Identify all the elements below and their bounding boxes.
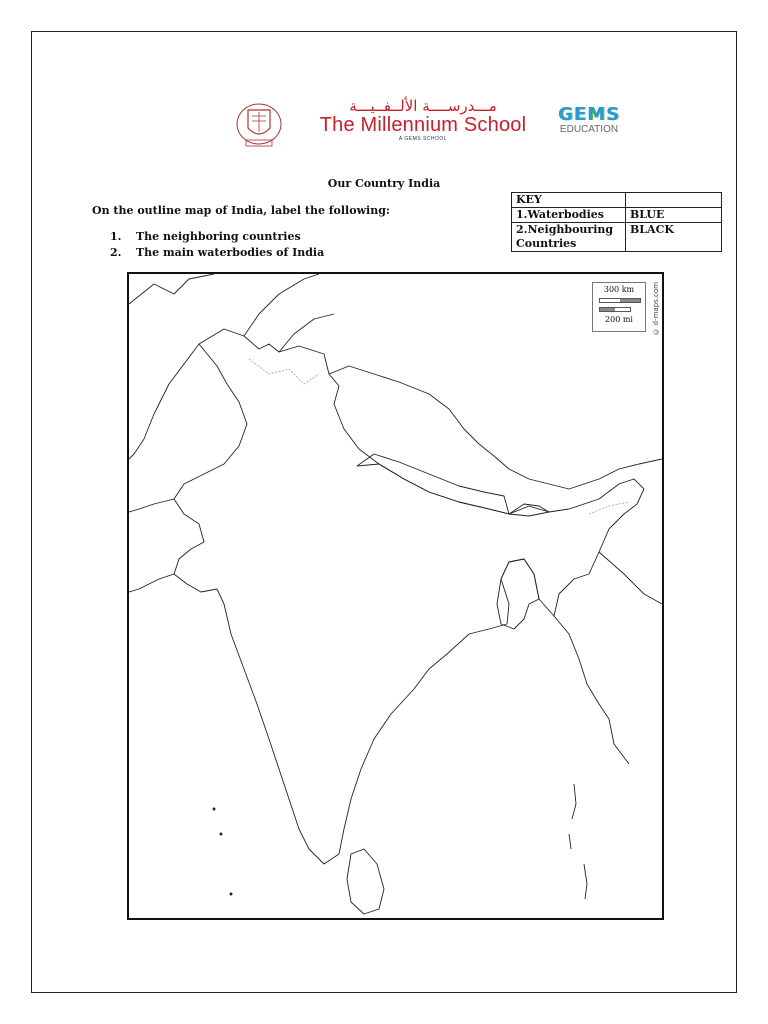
task-list bbox=[110, 229, 324, 261]
gems-education-logo bbox=[558, 106, 620, 136]
gems-logo-text: GEMS bbox=[558, 104, 620, 125]
school-tagline: A GEMS SCHOOL bbox=[398, 136, 448, 142]
key-row bbox=[512, 208, 722, 223]
key-color: BLUE bbox=[626, 208, 722, 223]
map-scale bbox=[592, 282, 646, 332]
worksheet-title: Our Country India bbox=[327, 177, 441, 190]
key-item: 2.Neighbouring Countries bbox=[512, 223, 626, 252]
key-header-blank bbox=[626, 193, 722, 208]
task-number: 1. bbox=[110, 230, 122, 243]
task-number: 2. bbox=[110, 246, 122, 259]
china-border bbox=[329, 366, 662, 489]
scale-bar-mi bbox=[599, 307, 631, 312]
myanmar-border bbox=[554, 552, 662, 764]
task-text: The neighboring countries bbox=[136, 230, 301, 243]
bangladesh-outline bbox=[497, 559, 539, 629]
school-logo bbox=[318, 98, 528, 143]
school-name: The Millennium School bbox=[319, 114, 527, 136]
india-outline bbox=[174, 329, 644, 864]
map-credit: © d-maps.com bbox=[652, 282, 660, 336]
pakistan-border bbox=[129, 274, 214, 459]
task-item bbox=[110, 245, 324, 261]
school-name-arabic: مـــدرســــة الألــفــيـــة bbox=[349, 97, 497, 115]
key-row bbox=[512, 223, 722, 252]
scale-km-label: 300 km bbox=[603, 285, 635, 294]
key-color: BLACK bbox=[626, 223, 722, 252]
north-border bbox=[244, 274, 334, 352]
key-item: 1.Waterbodies bbox=[512, 208, 626, 223]
sri-lanka-outline bbox=[347, 849, 384, 914]
task-item bbox=[110, 229, 324, 245]
school-crest-icon bbox=[234, 100, 284, 152]
task-text: The main waterbodies of India bbox=[136, 246, 325, 259]
india-outline-map bbox=[127, 272, 664, 920]
gems-sub-label: EDUCATION bbox=[559, 124, 619, 135]
map-outlines bbox=[129, 274, 662, 918]
nepal-outline bbox=[357, 454, 509, 514]
key-header-row bbox=[512, 193, 722, 208]
west-coast-region bbox=[129, 499, 174, 592]
scale-mi-label: 200 mi bbox=[605, 315, 633, 324]
worksheet-instruction: On the outline map of India, label the following: bbox=[92, 204, 390, 217]
header-logos bbox=[0, 96, 768, 156]
internal-boundary bbox=[249, 359, 629, 514]
key-table bbox=[511, 192, 722, 252]
scale-bar-km bbox=[599, 298, 641, 303]
key-header: KEY bbox=[512, 193, 626, 208]
